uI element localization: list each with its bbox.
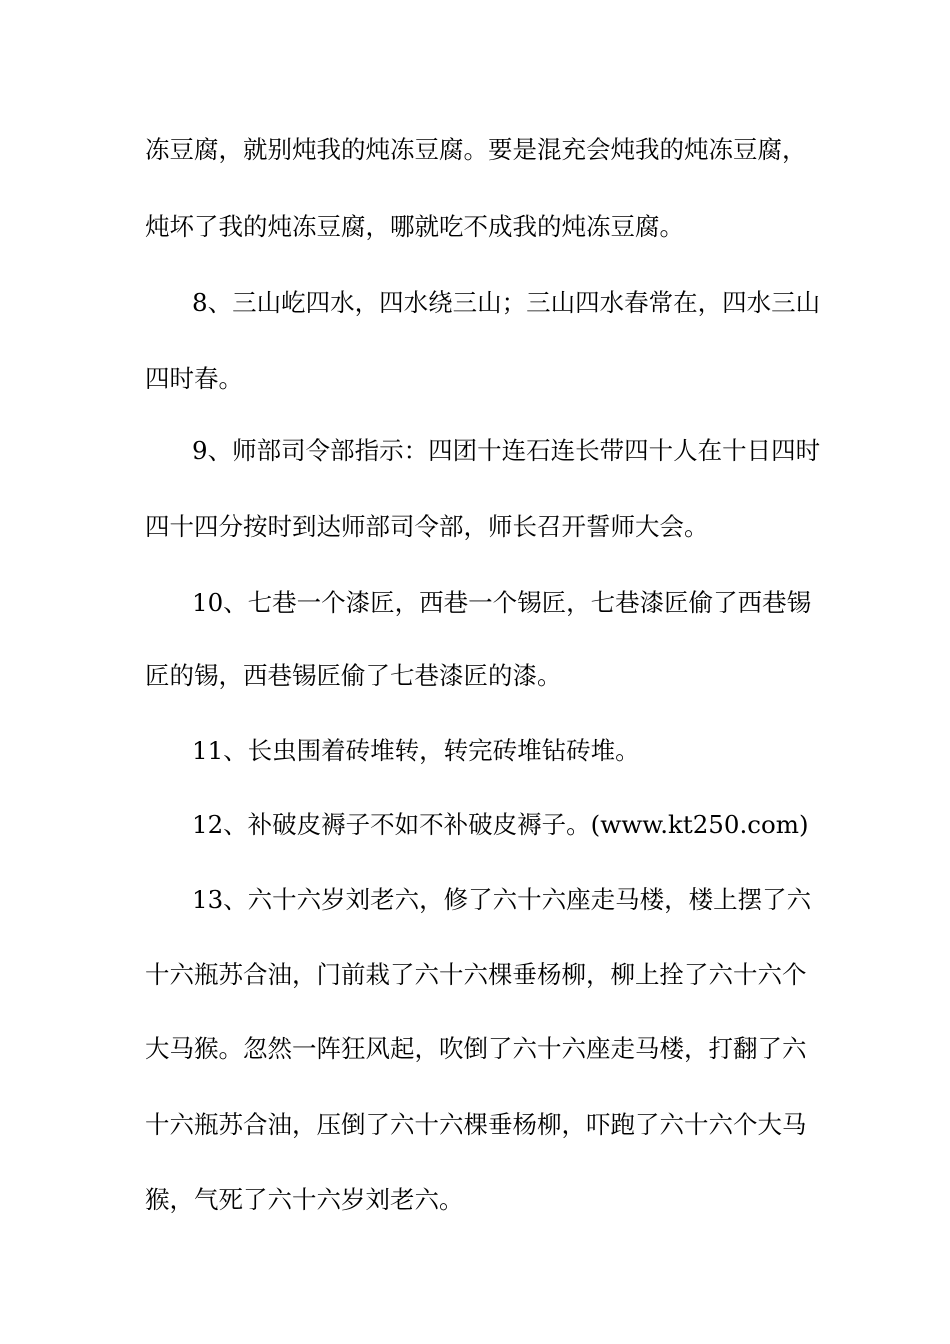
text-line: 四十四分按时到达师部司令部，师长召开誓师大会。 [145, 512, 709, 541]
text-line: 四时春。 [145, 364, 243, 393]
text-line: 猴，气死了六十六岁刘老六。 [145, 1185, 464, 1214]
paragraph-start-line: 12、补破皮褥子不如不补破皮褥子。(www.kt250.com) [192, 810, 809, 839]
text-line: 十六瓶苏合油，压倒了六十六棵垂杨柳，吓跑了六十六个大马 [145, 1110, 807, 1139]
paragraph-start-line: 11、长虫围着砖堆转，转完砖堆钻砖堆。 [192, 736, 640, 765]
paragraph-start-line: 13、六十六岁刘老六，修了六十六座走马楼，楼上摆了六 [192, 885, 812, 914]
paragraph-start-line: 8、三山屹四水，四水绕三山；三山四水春常在，四水三山 [192, 288, 821, 317]
text-line: 冻豆腐，就别炖我的炖冻豆腐。要是混充会炖我的炖冻豆腐， [145, 135, 807, 164]
paragraph-start-line: 10、七巷一个漆匠，西巷一个锡匠，七巷漆匠偷了西巷锡 [192, 588, 812, 617]
text-line: 匠的锡，西巷锡匠偷了七巷漆匠的漆。 [145, 661, 562, 690]
paragraph-start-line: 9、师部司令部指示：四团十连石连长带四十人在十日四时 [192, 436, 821, 465]
text-line: 大马猴。忽然一阵狂风起，吹倒了六十六座走马楼，打翻了六 [145, 1034, 807, 1063]
text-line: 十六瓶苏合油，门前栽了六十六棵垂杨柳，柳上拴了六十六个 [145, 960, 807, 989]
text-line: 炖坏了我的炖冻豆腐，哪就吃不成我的炖冻豆腐。 [145, 212, 684, 241]
